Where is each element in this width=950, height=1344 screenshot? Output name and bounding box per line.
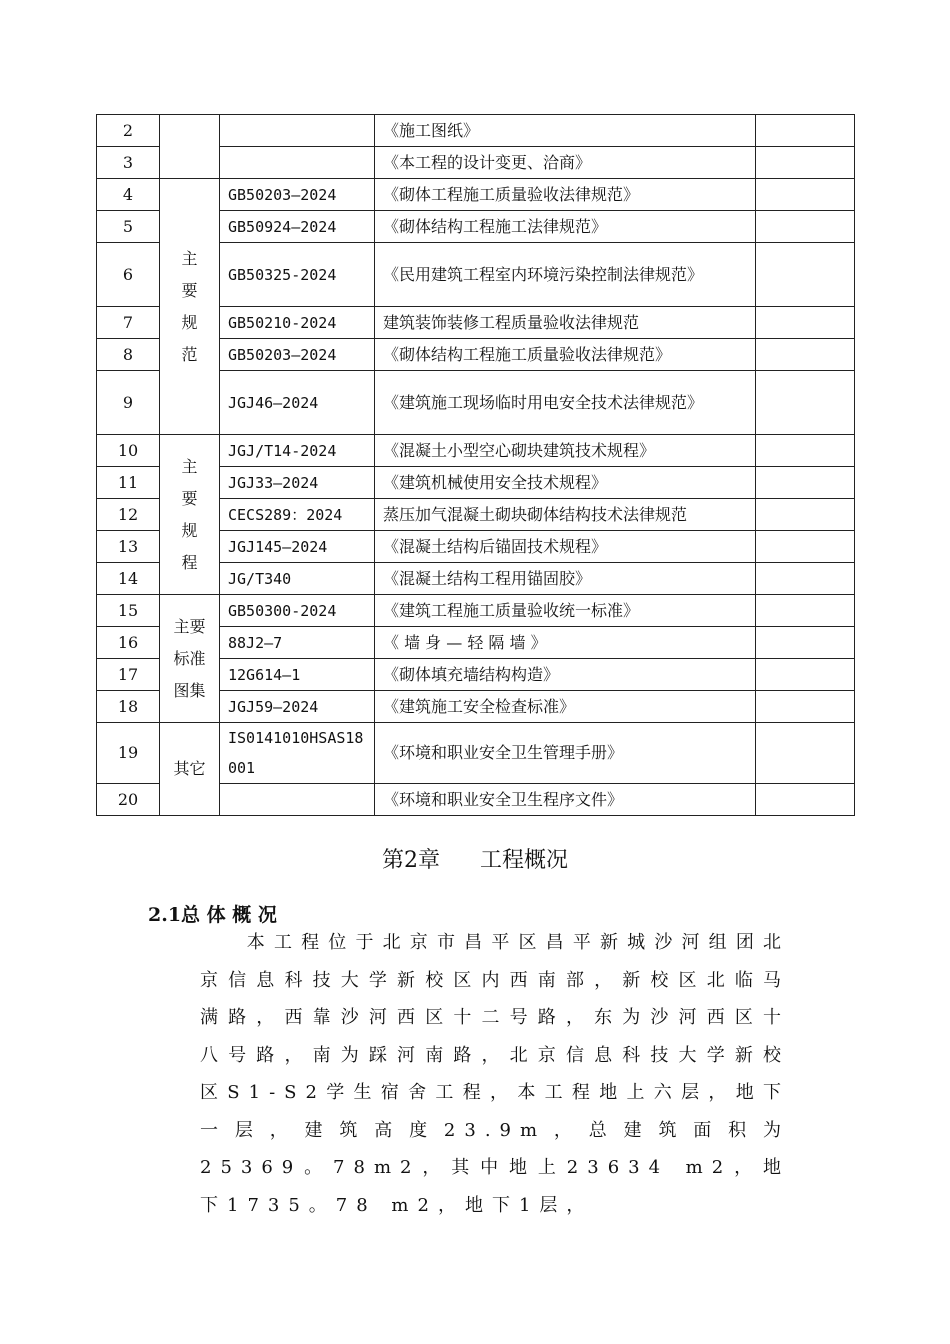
standard-name: 《混凝土小型空心砌块建筑技术规程》 [375, 435, 756, 467]
row-number: 8 [97, 339, 160, 371]
row-number: 18 [97, 691, 160, 723]
standard-code: IS0141010HSAS18001 [220, 723, 375, 784]
table-row [97, 115, 855, 147]
row-number: 20 [97, 784, 160, 816]
category-cell: 主 要 规 程 [160, 435, 220, 595]
remark-cell [756, 115, 855, 147]
row-number: 17 [97, 659, 160, 691]
standard-code: JG/T340 [220, 563, 375, 595]
standard-code: 88J2—7 [220, 627, 375, 659]
standard-name: 《建筑施工现场临时用电安全技术法律规范》 [375, 371, 756, 435]
chapter-title: 工程概况 [479, 848, 568, 873]
remark-cell [756, 691, 855, 723]
standard-name: 《建筑工程施工质量验收统一标准》 [375, 595, 756, 627]
standard-code [220, 115, 375, 147]
remark-cell [756, 243, 855, 307]
standard-code: GB50325-2024 [220, 243, 375, 307]
remark-cell [756, 307, 855, 339]
remark-cell [756, 627, 855, 659]
row-number: 12 [97, 499, 160, 531]
category-cell [160, 115, 220, 179]
row-number: 7 [97, 307, 160, 339]
standard-code: GB50300-2024 [220, 595, 375, 627]
remark-cell [756, 147, 855, 179]
category-cell: 主 要 规 范 [160, 179, 220, 435]
standard-name: 《 墙 身 — 轻 隔 墙 》 [375, 627, 756, 659]
standard-name: 《环境和职业安全卫生程序文件》 [375, 784, 756, 816]
standard-name: 《砌体结构工程施工质量验收法律规范》 [375, 339, 756, 371]
standard-code: JGJ/T14-2024 [220, 435, 375, 467]
standard-code: JGJ33—2024 [220, 467, 375, 499]
standard-name: 《混凝土结构工程用锚固胶》 [375, 563, 756, 595]
remark-cell [756, 435, 855, 467]
chapter-heading [0, 843, 950, 874]
remark-cell [756, 531, 855, 563]
standard-code: GB50924—2024 [220, 211, 375, 243]
standard-name: 《施工图纸》 [375, 115, 756, 147]
remark-cell [756, 211, 855, 243]
row-number: 14 [97, 563, 160, 595]
remark-cell [756, 723, 855, 784]
standard-name: 《砌体填充墙结构构造》 [375, 659, 756, 691]
standard-name: 蒸压加气混凝土砌块砌体结构技术法律规范 [375, 499, 756, 531]
standard-code: GB50203—2024 [220, 179, 375, 211]
row-number: 10 [97, 435, 160, 467]
standard-name: 《环境和职业安全卫生管理手册》 [375, 723, 756, 784]
remark-cell [756, 784, 855, 816]
standard-name: 建筑装饰装修工程质量验收法律规范 [375, 307, 756, 339]
standard-code: GB50203—2024 [220, 339, 375, 371]
standard-name: 《民用建筑工程室内环境污染控制法律规范》 [375, 243, 756, 307]
remark-cell [756, 467, 855, 499]
row-number: 15 [97, 595, 160, 627]
standard-code: CECS289：2024 [220, 499, 375, 531]
standard-name: 《建筑机械使用安全技术规程》 [375, 467, 756, 499]
remark-cell [756, 659, 855, 691]
category-cell: 其它 [160, 723, 220, 816]
table-row [97, 595, 855, 627]
standard-code: JGJ46—2024 [220, 371, 375, 435]
standard-code [220, 147, 375, 179]
standards-table-body [97, 115, 855, 816]
standard-code: GB50210-2024 [220, 307, 375, 339]
standard-code: JGJ145—2024 [220, 531, 375, 563]
section-heading: 2.1总 体 概 况 [148, 904, 277, 926]
standards-table [96, 114, 855, 816]
standard-code: 12G614—1 [220, 659, 375, 691]
row-number: 6 [97, 243, 160, 307]
standard-name: 《砌体结构工程施工法律规范》 [375, 211, 756, 243]
table-row [97, 435, 855, 467]
row-number: 5 [97, 211, 160, 243]
row-number: 11 [97, 467, 160, 499]
row-number: 2 [97, 115, 160, 147]
standard-code: JGJ59—2024 [220, 691, 375, 723]
standard-name: 《本工程的设计变更、洽商》 [375, 147, 756, 179]
row-number: 3 [97, 147, 160, 179]
row-number: 19 [97, 723, 160, 784]
remark-cell [756, 563, 855, 595]
table-row [97, 179, 855, 211]
standard-name: 《建筑施工安全检查标准》 [375, 691, 756, 723]
chapter-number: 第2章 [381, 848, 440, 873]
remark-cell [756, 339, 855, 371]
standard-name: 《砌体工程施工质量验收法律规范》 [375, 179, 756, 211]
row-number: 13 [97, 531, 160, 563]
remark-cell [756, 371, 855, 435]
remark-cell [756, 595, 855, 627]
remark-cell [756, 179, 855, 211]
row-number: 4 [97, 179, 160, 211]
row-number: 9 [97, 371, 160, 435]
overview-paragraph: 本工程位于北京市昌平区昌平新城沙河组团北京信息科技大学新校区内西南部，新校区北临马满路，西靠沙河西区十二号路，东为沙河西区十八号路，南为踩河南路，北京信息科技大学新校区S1-S2学生宿舍工程，本工程地上六层，地下一层，建筑高度23.9m，总建筑面积为25369。78m2，其中地上23634 m2，地下1735。78 m2，地下1层， [200, 932, 790, 1216]
standard-name: 《混凝土结构后锚固技术规程》 [375, 531, 756, 563]
table-row [97, 723, 855, 784]
standard-code [220, 784, 375, 816]
category-cell: 主要 标准 图集 [160, 595, 220, 723]
remark-cell [756, 499, 855, 531]
row-number: 16 [97, 627, 160, 659]
